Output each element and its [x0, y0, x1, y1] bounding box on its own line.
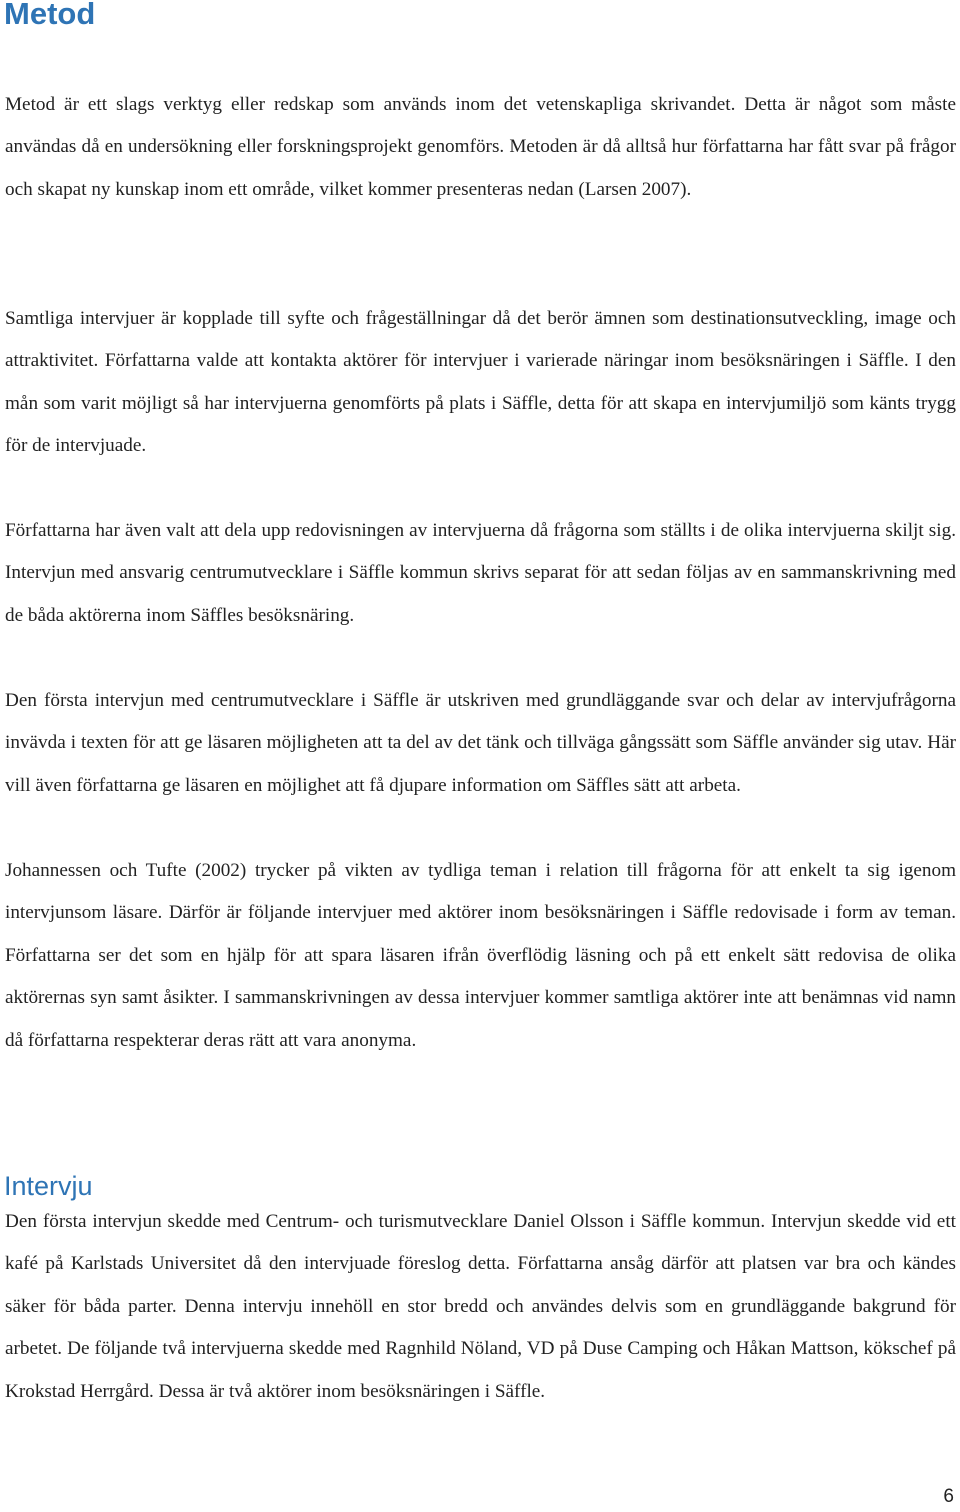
- page-number: 6: [943, 1486, 954, 1507]
- paragraph: Den första intervjun skedde med Centrum- och turismutvecklare Daniel Olsson i Säffle kommun. Intervjun skedde vid ett kafé på Karlstads Universitet då den intervjuade föreslog detta. Författarna ansåg därför att platsen var bra och kändes säker för båda parter. Denna intervju innehöll en stor bredd och användes delvis som en grundläggande bakgrund för arbetet. De följande två intervjuerna skedde med Ragnhild Nöland, VD på Duse Camping och Håkan Mattson, kökschef på Krokstad Herrgård. Dessa är två aktörer inom besöksnäringen i Säffle.: [5, 1211, 956, 1402]
- section-heading-intervju: Intervju: [4, 1171, 93, 1201]
- section-heading-metod: Metod: [4, 0, 96, 31]
- paragraph: Den första intervjun med centrumutvecklare i Säffle är utskriven med grundläggande svar och delar av intervjufrågorna invävda i texten för att ge läsaren möjligheten att ta del av det tänk och tillväga gångssätt som Säffle använder sig utav. Här vill även författarna ge läsaren en möjlighet att få djupare information om Säffles sätt att arbeta.: [5, 690, 956, 796]
- paragraph: Johannessen och Tufte (2002) trycker på vikten av tydliga teman i relation till frågorna för att enkelt ta sig igenom intervjunsom läsare. Därför är följande intervjuer med aktörer inom besöksnäringen i Säffle redovisade i form av teman. Författarna ser det som en hjälp för att spara läsaren ifrån överflödig läsning och på ett enkelt sätt redovisa de olika aktörernas syn samt åsikter. I sammanskrivningen av dessa intervjuer kommer samtliga aktörer inte att benämnas vid namn då författarna respekterar deras rätt att vara anonyma.: [5, 860, 956, 1051]
- paragraph: Metod är ett slags verktyg eller redskap som används inom det vetenskapliga skrivandet. Detta är något som måste användas då en undersökning eller forskningsprojekt genomförs. Metoden är då alltså hur författarna har fått svar på frågor och skapat ny kunskap inom ett område, vilket kommer presenteras nedan (Larsen 2007).: [5, 94, 956, 200]
- paragraph: Författarna har även valt att dela upp redovisningen av intervjuerna då frågorna som ställts i de olika intervjuerna skiljt sig. Intervjun med ansvarig centrumutvecklare i Säffle kommun skrivs separat för att sedan följas av en sammanskrivning med de båda aktörerna inom Säffles besöksnäring.: [5, 520, 956, 626]
- paragraph: Samtliga intervjuer är kopplade till syfte och frågeställningar då det berör ämnen som destinationsutveckling, image och attraktivitet. Författarna valde att kontakta aktörer för intervjuer i varierade näringar inom besöksnäringen i Säffle. I den mån som varit möjligt så har intervjuerna genomförts på plats i Säffle, detta för att skapa en intervjumiljö som känts trygg för de intervjuade.: [5, 308, 956, 457]
